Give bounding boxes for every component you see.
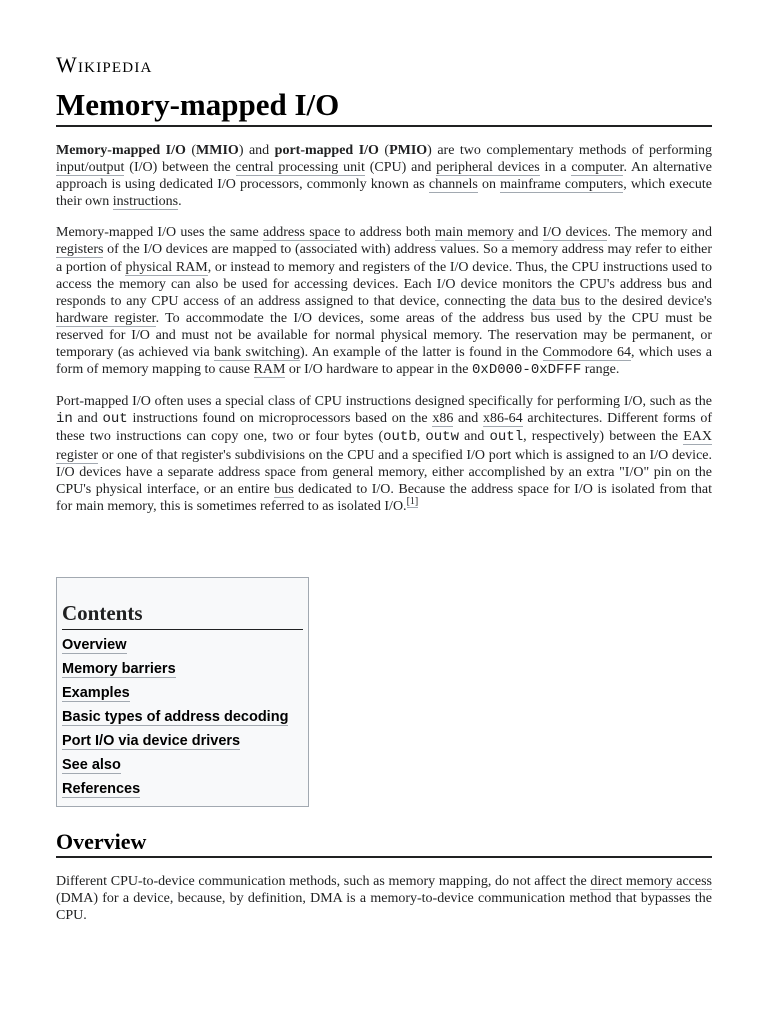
paragraph-memory-mapped [56,224,712,379]
table-of-contents [56,577,309,807]
text: . An alternative approach is using dedicated I/O processors, commonly known as [56,160,713,193]
text: or I/O hardware to appear in the [285,362,473,378]
link-input-output[interactable]: input/output [56,160,125,176]
text: Memory-mapped I/O uses the same [56,225,263,241]
link-mainframe-computers[interactable]: mainframe computers [500,177,624,193]
code-outl: outl [489,429,524,446]
bold-term: MMIO [196,143,239,158]
text: , which uses a form of memory mapping to cause [56,345,712,378]
toc-link[interactable]: Overview [62,637,127,653]
link-computer[interactable]: computer [571,160,624,176]
section-heading-overview: Overview [56,828,712,858]
text: of the I/O devices are mapped to (associated with) address values. So a memory address may refer to either a portion of [56,242,712,275]
text: (DMA) for a device, because, by definition, DMA is a memory-to-device communication method that bypasses the CPU. [56,891,712,924]
link-io-devices[interactable]: I/O devices [542,225,608,241]
text: to the desired device's [579,293,712,309]
toc-item-overview[interactable] [62,635,303,659]
link-channels[interactable]: channels [428,177,478,193]
text: and [458,429,490,445]
bold-term: port-mapped I/O [274,143,379,158]
paragraph-port-mapped [56,393,712,515]
link-registers[interactable]: registers [56,242,104,258]
toc-link[interactable]: Basic types of address decoding [62,709,289,725]
toc-item-address-decoding[interactable] [62,707,303,731]
link-x86[interactable]: x86 [432,411,454,427]
text: , respectively) between the [523,429,684,445]
toc-link[interactable]: Examples [62,685,130,701]
text: ). An example of the latter is found in the [299,345,543,361]
toc-item-references[interactable] [62,779,303,803]
toc-item-port-io-drivers[interactable] [62,731,303,755]
link-instructions[interactable]: instructions [112,194,179,210]
text: , or instead to memory and registers of the I/O device. Thus, the CPU instructions used to access the memory can also be used for accessing devices. Each I/O device monitors the CPU's address bus and responds to any CPU access of an address assigned to that device, connecting the [56,259,712,309]
text: . The memory and [607,225,712,241]
code-out: out [102,411,128,428]
code-address-range: 0xD000-0xDFFF [472,362,582,379]
bold-term: PMIO [389,143,428,158]
overview-section [56,873,712,938]
text: or one of that register's subdivisions on the CPU and a specified I/O port which is assigned to an I/O device. I/O devices have a separate address space from general memory, either accomplished by an extra "I/O" pin on the CPU's physical interface, or an entire [56,447,712,497]
link-address-space[interactable]: address space [262,225,341,241]
toc-link[interactable]: See also [62,757,121,773]
text: Port-mapped I/O often uses a special class of CPU instructions designed specifically for performing I/O, such as the [56,394,712,410]
code-outb: outb [383,429,417,446]
page-title: Memory-mapped I/O [56,86,712,127]
link-physical-ram[interactable]: physical RAM [125,259,208,275]
toc-item-examples[interactable] [62,683,303,707]
text: and [513,225,543,241]
toc-item-memory-barriers[interactable] [62,659,303,683]
link-eax-register[interactable]: EAX register [56,429,713,463]
toc-link[interactable]: Port I/O via device drivers [62,733,241,749]
text: are two complementary methods of performing [431,143,712,158]
link-bank-switching[interactable]: bank switching [214,345,300,361]
reference-link[interactable]: [1] [406,496,419,508]
toc-title: Contents [62,600,303,630]
text: to address both [340,225,435,241]
link-hardware-register[interactable]: hardware register [56,310,156,326]
code-outw: outw [425,429,459,446]
intro-paragraph: Memory-mapped I/O (MMIO) and port-mapped I/O (PMIO) are two complementary methods of performing input/output (I/O) between the central processing unit (CPU) and peripheral devices in a computer. An alternative approach is using dedicated I/O processors, commonly known as channels on mainframe computers, which execute their own instructions. [56,143,713,210]
link-peripheral-devices[interactable]: peripheral devices [436,160,540,176]
text: on [477,177,501,193]
code-in: in [56,411,73,428]
text: . [178,194,182,210]
link-data-bus[interactable]: data bus [532,293,580,309]
text: , which execute their own [56,177,713,210]
toc-link[interactable]: References [62,781,141,797]
text: dedicated to I/O. Because the address space for I/O is isolated from that for main memory, this is sometimes referred to as isolated I/O. [56,481,712,514]
toc-link[interactable]: Memory barriers [62,661,176,677]
link-main-memory[interactable]: main memory [434,225,514,241]
text: (I/O) between the [124,160,236,176]
text: in a [539,160,572,176]
text: architectures. Different forms of these two instructions can copy one, two or four bytes ( [56,411,712,445]
toc-list [62,635,303,803]
text: and [453,411,483,427]
link-cpu[interactable]: central processing unit [235,160,365,176]
text: (CPU) and [364,160,437,176]
text: . To accommodate the I/O devices, some areas of the address bus used by the CPU must be reserved for I/O and must not be available for normal physical memory. The reservation may be permanent, or temporary (as achieved via [56,310,712,361]
link-x86-64[interactable]: x86-64 [483,411,523,427]
link-direct-memory-access[interactable]: direct memory access [590,874,712,889]
link-ram[interactable]: RAM [253,362,286,378]
link-bus[interactable]: bus [274,481,294,497]
bold-term: Memory-mapped I/O [56,143,186,158]
article-body [56,142,712,529]
overview-paragraph [56,873,712,924]
toc-item-see-also[interactable] [62,755,303,779]
text: Different CPU-to-device communication methods, such as memory mapping, do not affect the [56,874,591,889]
text: , [416,429,426,445]
wikipedia-wordmark[interactable]: Wikipedia [56,52,153,77]
link-commodore-64[interactable]: Commodore 64 [542,345,631,361]
text: instructions found on microprocessors based on the [127,411,433,427]
text: range. [581,362,620,378]
text: and [72,411,103,427]
